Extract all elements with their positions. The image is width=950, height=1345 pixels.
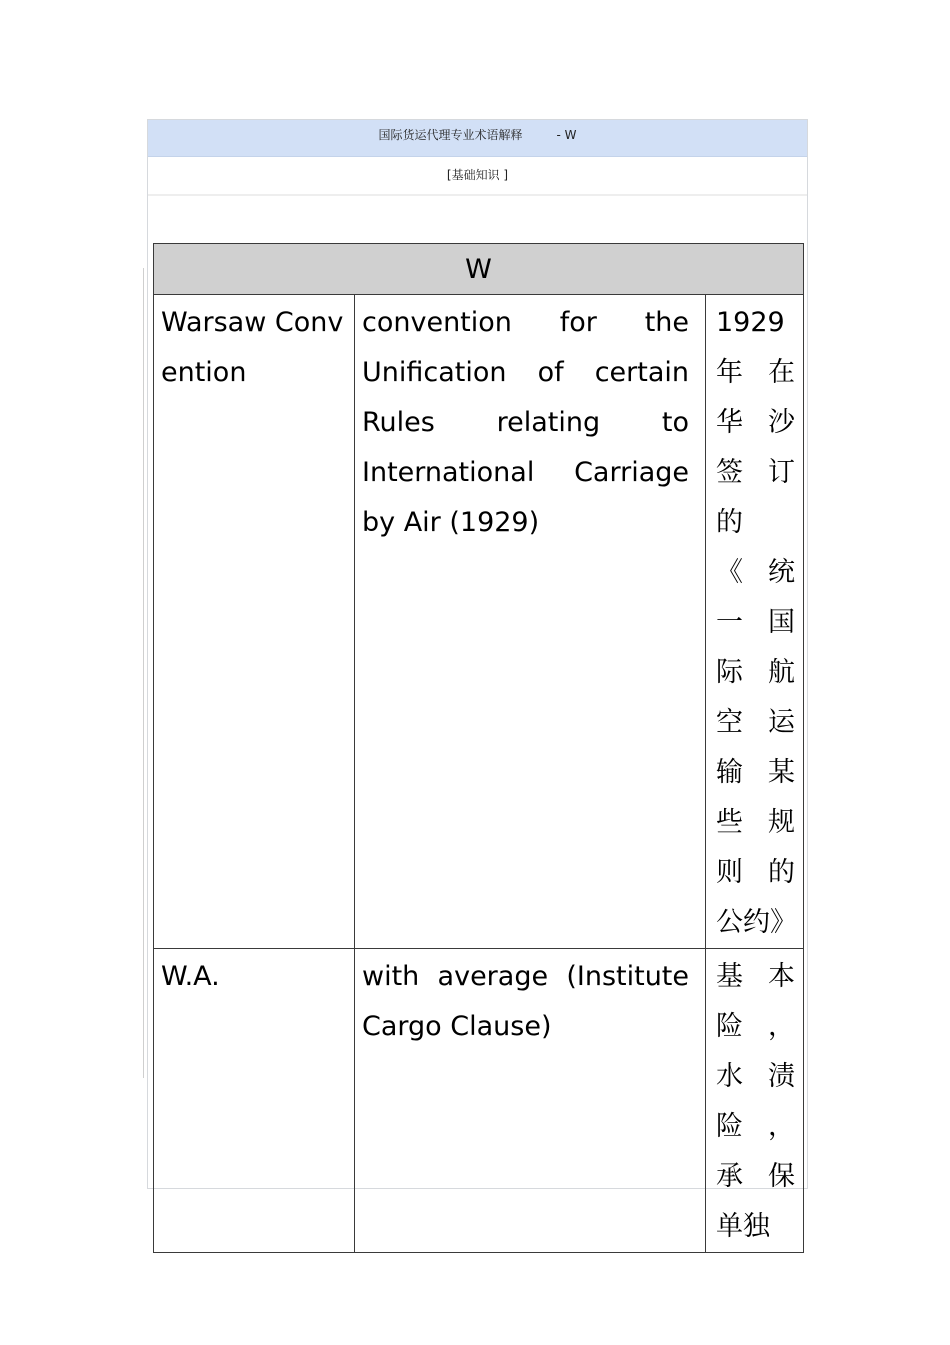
left-rule [143, 268, 144, 1078]
english-cell [355, 295, 706, 949]
page-title-suffix: - W [556, 128, 577, 142]
term-cell [154, 295, 355, 949]
chinese-definition: 1929年在华沙签订的《统一国际航空运输某些规则的公约》 [716, 307, 797, 938]
english-definition: convention for the Unification of certain Rules relating to International Carriage by Air (1929) [362, 307, 689, 538]
chinese-cell [706, 295, 804, 949]
term-text: W.A. [161, 961, 220, 992]
section-letter: W [154, 244, 804, 295]
title-bar [148, 120, 807, 157]
english-cell [355, 949, 706, 1253]
english-definition: with average (Institute Cargo Clause) [362, 961, 689, 1042]
term-text: Warsaw Convention [161, 307, 344, 388]
table-row [154, 949, 804, 1253]
glossary-table [153, 243, 804, 1253]
category-label: [基础知识 ] [148, 157, 807, 196]
chinese-cell [706, 949, 804, 1253]
table-header-row [154, 244, 804, 295]
chinese-definition: 基本险，水渍险，承保单独 [716, 961, 795, 1242]
page-title: 国际货运代理专业术语解释 [378, 128, 523, 142]
table-row [154, 295, 804, 949]
term-cell [154, 949, 355, 1253]
